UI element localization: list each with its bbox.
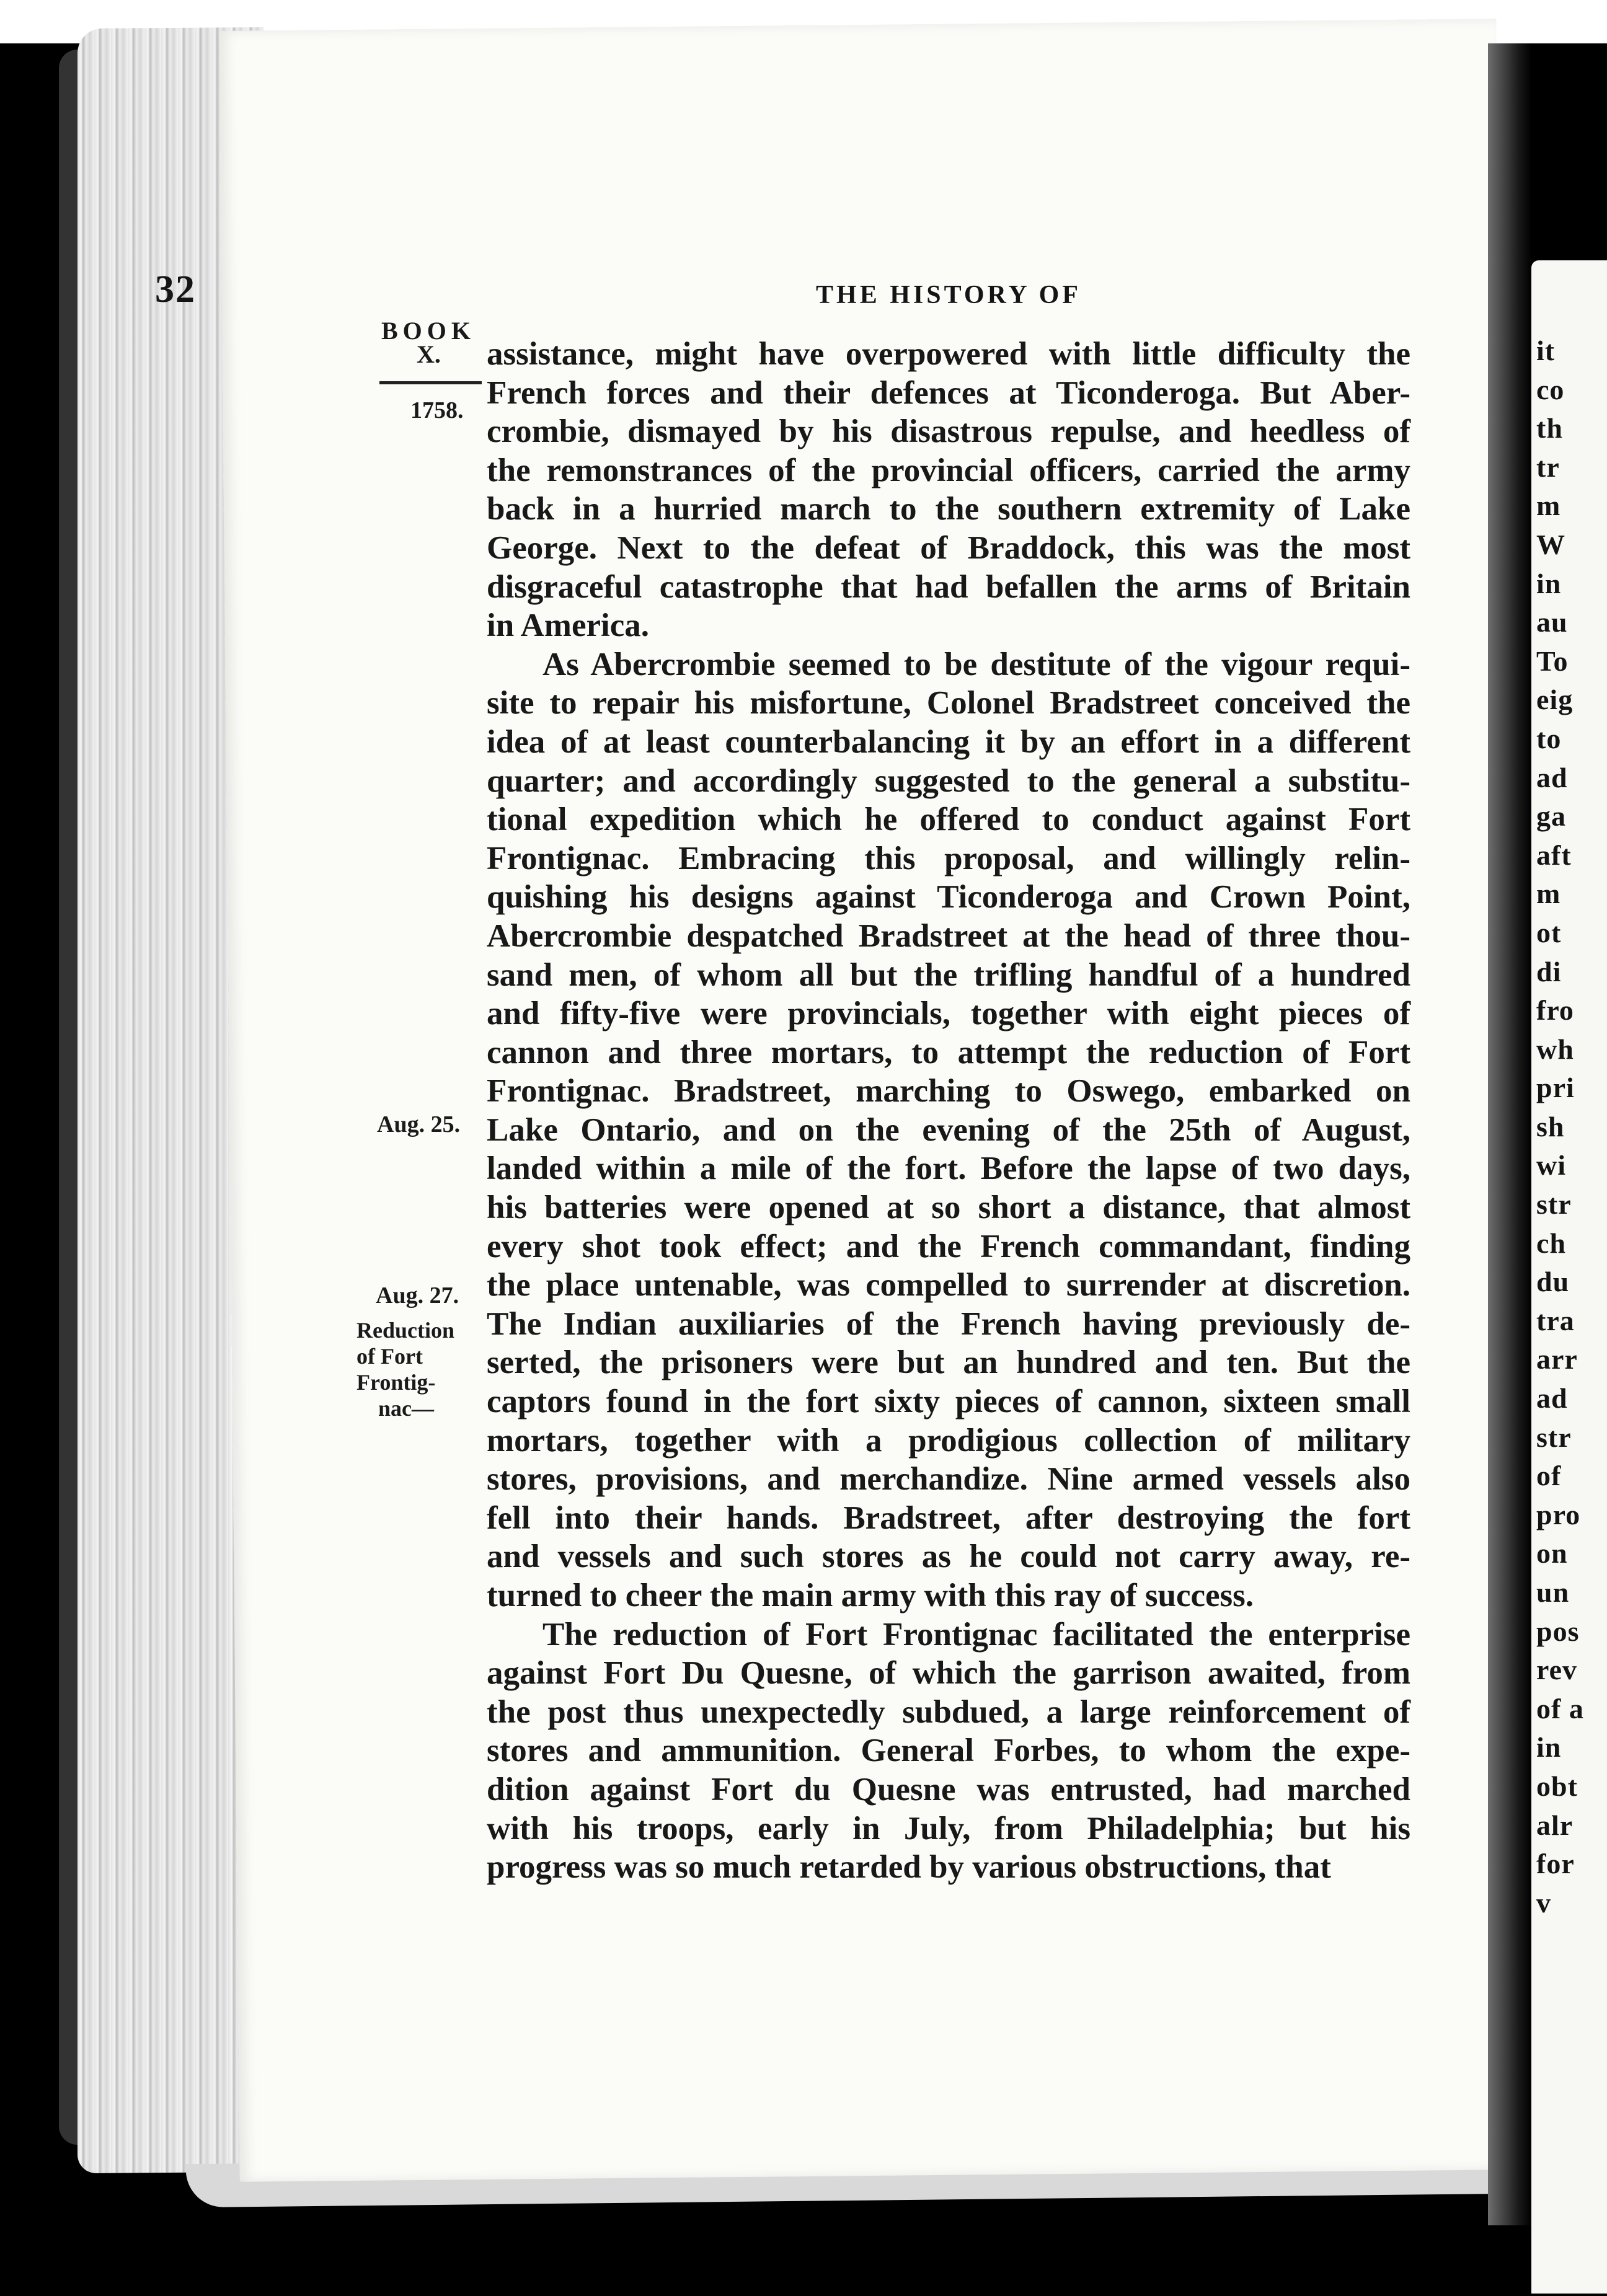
facing-page-fragment: of a: [1536, 1692, 1584, 1724]
body-line: his batteries were opened at so short a distance, that almost: [487, 1190, 1410, 1226]
body-line: cannon and three mortars, to attempt the reduction of Fort: [487, 1034, 1410, 1071]
body-text: [487, 335, 1410, 1887]
facing-page-fragment: ad: [1536, 761, 1568, 793]
margin-book-label: BOOK: [381, 317, 476, 345]
facing-page-fragment: fro: [1536, 994, 1574, 1027]
facing-page-fragment: obt: [1536, 1770, 1578, 1802]
body-line: quishing his designs against Ticonderoga and Crown Point,: [487, 879, 1410, 916]
body-line: sand men, of whom all but the trifling handful of a hundred: [487, 956, 1410, 993]
margin-book-number: X.: [417, 340, 441, 368]
page-number: 32: [155, 268, 196, 311]
facing-page-fragment: ga: [1536, 800, 1566, 832]
body-line: The reduction of Fort Frontignac facilitated the enterprise: [542, 1616, 1410, 1653]
facing-page-fragment: tra: [1536, 1304, 1575, 1336]
body-line: captors found in the fort sixty pieces of cannon, sixteen small: [487, 1384, 1410, 1420]
body-line: turned to cheer the main army with this ray of success.: [487, 1578, 1254, 1614]
facing-page-fragment: un: [1536, 1576, 1570, 1608]
facing-page-fragment: tr: [1536, 451, 1560, 483]
body-line: the place untenable, was compelled to surrender at discretion.: [487, 1267, 1410, 1304]
facing-page-fragment: ad: [1536, 1382, 1568, 1415]
margin-side-note-3: Frontig-: [356, 1370, 436, 1395]
body-line: Frontignac. Bradstreet, marching to Oswego, embarked on: [487, 1073, 1410, 1110]
facing-page-fragment: au: [1536, 606, 1568, 638]
facing-page-fragment: m: [1536, 490, 1561, 522]
facing-page-fragment: m: [1536, 878, 1561, 910]
body-line: French forces and their defences at Ticonderoga. But Aber-: [487, 374, 1410, 411]
facing-page-fragment: on: [1536, 1537, 1568, 1570]
body-line: in America.: [487, 607, 649, 644]
body-line: stores, provisions, and merchandize. Nine armed vessels also: [487, 1461, 1410, 1498]
facing-page-fragment: ch: [1536, 1227, 1566, 1259]
facing-page-fragment: pro: [1536, 1498, 1581, 1530]
margin-date-aug-27: Aug. 27.: [376, 1283, 459, 1309]
body-line: progress was so much retarded by various obstructions, that: [487, 1849, 1331, 1886]
body-line: the remonstrances of the provincial officers, carried the army: [487, 452, 1410, 488]
body-line: idea of at least counterbalancing it by an effort in a different: [487, 723, 1410, 760]
facing-page-fragment: wh: [1536, 1033, 1574, 1065]
facing-page-fragment: v: [1536, 1886, 1551, 1918]
body-line: back in a hurried march to the southern extremity of Lake: [487, 491, 1410, 528]
body-line: The Indian auxiliaries of the French having previously de-: [487, 1305, 1410, 1342]
facing-page-fragment: rev: [1536, 1654, 1578, 1686]
facing-page-fragment: ot: [1536, 916, 1562, 948]
body-line: disgraceful catastrophe that had befallen the arms of Britain: [487, 568, 1410, 605]
facing-page-fragment: to: [1536, 722, 1562, 754]
body-line: mortars, together with a prodigious collection of military: [487, 1422, 1410, 1459]
facing-page-fragment: di: [1536, 955, 1562, 987]
body-line: Abercrombie despatched Bradstreet at the head of three thou-: [487, 917, 1410, 954]
body-line: and fifty-five were provincials, together with eight pieces of: [487, 996, 1410, 1032]
facing-page-fragment: str: [1536, 1421, 1572, 1453]
facing-page-fragment: in: [1536, 567, 1562, 599]
margin-side-note-1: Reduction: [356, 1318, 455, 1343]
body-line: Frontignac. Embracing this proposal, and willingly relin-: [487, 840, 1410, 876]
margin-rule: [379, 381, 482, 384]
body-line: against Fort Du Quesne, of which the garrison awaited, from: [487, 1655, 1410, 1692]
margin-side-note-2: of Fort: [356, 1344, 423, 1369]
body-line: As Abercrombie seemed to be destitute of the vigour requi-: [542, 646, 1410, 682]
facing-page-fragment: for: [1536, 1848, 1575, 1880]
margin-side-note-4: nac—: [378, 1396, 434, 1421]
body-line: crombie, dismayed by his disastrous repulse, and heedless of: [487, 413, 1410, 450]
body-line: dition against Fort du Quesne was entrusted, had marched: [487, 1771, 1410, 1808]
facing-page-fragment: of: [1536, 1460, 1562, 1492]
running-title: THE HISTORY OF: [816, 281, 1081, 309]
facing-page-fragment: arr: [1536, 1343, 1578, 1375]
facing-page-fragment: alr: [1536, 1809, 1574, 1841]
facing-page-fragment: aft: [1536, 839, 1572, 871]
facing-page-text: [1536, 332, 1607, 1922]
facing-page-fragment: pos: [1536, 1615, 1580, 1647]
facing-page-fragment: str: [1536, 1188, 1572, 1221]
body-line: tional expedition which he offered to conduct against Fort: [487, 801, 1410, 838]
facing-page-fragment: eig: [1536, 684, 1574, 716]
body-line: and vessels and such stores as he could not carry away, re-: [487, 1539, 1410, 1575]
facing-page-fragment: th: [1536, 412, 1563, 444]
body-line: quarter; and accordingly suggested to the general a substitu-: [487, 762, 1410, 799]
book-gutter: [1488, 43, 1531, 2225]
facing-page-fragment: in: [1536, 1731, 1562, 1764]
facing-page-fragment: W: [1536, 528, 1565, 560]
facing-page-fragment: To: [1536, 645, 1569, 677]
body-line: site to repair his misfortune, Colonel Bradstreet conceived the: [487, 685, 1410, 722]
body-line: every shot took effect; and the French commandant, finding: [487, 1228, 1410, 1265]
body-line: with his troops, early in July, from Philadelphia; but his: [487, 1810, 1410, 1847]
body-line: stores and ammunition. General Forbes, to whom the expe-: [487, 1733, 1410, 1769]
body-line: serted, the prisoners were but an hundred and ten. But the: [487, 1344, 1410, 1381]
body-line: assistance, might have overpowered with little difficulty the: [487, 336, 1410, 372]
facing-page-fragment: du: [1536, 1266, 1570, 1298]
body-line: George. Next to the defeat of Braddock, this was the most: [487, 529, 1410, 566]
margin-year: 1758.: [410, 397, 464, 423]
margin-date-aug-25: Aug. 25.: [377, 1111, 461, 1137]
facing-page-fragment: it: [1536, 335, 1556, 366]
facing-page-fragment: pri: [1536, 1072, 1575, 1104]
facing-page-fragment: co: [1536, 373, 1565, 405]
body-line: the post thus unexpectedly subdued, a large reinforcement of: [487, 1693, 1410, 1730]
body-line: Lake Ontario, and on the evening of the 25th of August,: [487, 1111, 1410, 1148]
facing-page-fragment: wi: [1536, 1149, 1566, 1181]
facing-page-fragment: sh: [1536, 1110, 1565, 1142]
body-line: landed within a mile of the fort. Before the lapse of two days,: [487, 1150, 1410, 1187]
body-line: fell into their hands. Bradstreet, after destroying the fort: [487, 1499, 1410, 1536]
